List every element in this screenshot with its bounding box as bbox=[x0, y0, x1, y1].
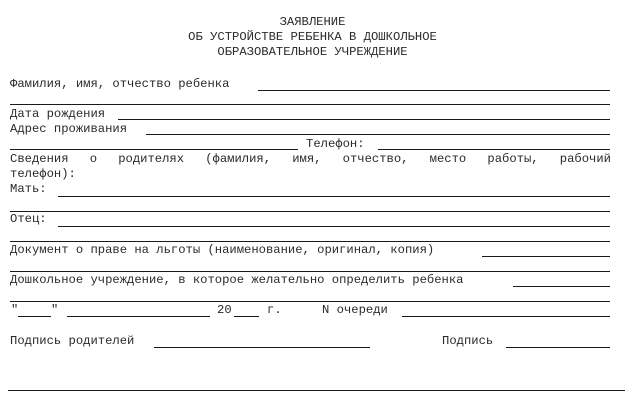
father-label: Отец: bbox=[10, 212, 47, 226]
child-name-label: Фамилия, имя, отчество ребенка bbox=[10, 77, 230, 91]
parents-signature-field[interactable] bbox=[154, 347, 370, 348]
mother-field-continuation[interactable] bbox=[10, 211, 610, 212]
document-title-line2: ОБ УСТРОЙСТВЕ РЕБЕНКА В ДОШКОЛЬНОЕ bbox=[188, 30, 437, 44]
phone-label: Телефон: bbox=[306, 137, 365, 151]
address-field-continuation[interactable] bbox=[10, 149, 298, 150]
parents-signature-label: Подпись родителей bbox=[10, 334, 135, 348]
phone-field[interactable] bbox=[378, 149, 610, 150]
child-name-field-continuation[interactable] bbox=[10, 104, 610, 105]
benefits-doc-field-continuation[interactable] bbox=[10, 271, 610, 272]
preferred-institution-label: Дошкольное учреждение, в которое желательно определить ребенка bbox=[10, 273, 464, 287]
date-year-prefix: 20 bbox=[217, 303, 232, 317]
date-quote-open: " bbox=[11, 303, 19, 317]
date-month-field[interactable] bbox=[67, 316, 210, 317]
child-name-field[interactable] bbox=[258, 90, 610, 91]
parents-info-label-line2: телефон): bbox=[10, 167, 76, 181]
birth-date-field[interactable] bbox=[118, 119, 610, 120]
bottom-divider bbox=[8, 390, 625, 391]
date-year-field[interactable] bbox=[234, 316, 259, 317]
benefits-doc-label: Документ о праве на льготы (наименование, оригинал, копия) bbox=[10, 243, 435, 257]
mother-label: Мать: bbox=[10, 182, 47, 196]
birth-date-label: Дата рождения bbox=[10, 107, 106, 121]
queue-number-field[interactable] bbox=[402, 316, 610, 317]
father-field-continuation[interactable] bbox=[10, 241, 610, 242]
signature-field[interactable] bbox=[506, 347, 610, 348]
benefits-doc-field[interactable] bbox=[482, 256, 610, 257]
father-field[interactable] bbox=[58, 226, 610, 227]
signature-label: Подпись bbox=[442, 334, 494, 348]
address-label: Адрес проживания bbox=[10, 122, 128, 136]
address-field[interactable] bbox=[146, 134, 610, 135]
queue-number-label: N очереди bbox=[322, 303, 388, 317]
date-day-field[interactable] bbox=[18, 316, 51, 317]
date-year-suffix: г. bbox=[267, 303, 282, 317]
mother-field[interactable] bbox=[58, 196, 610, 197]
preferred-institution-field-continuation[interactable] bbox=[10, 301, 610, 302]
parents-info-label: Сведения о родителях (фамилия, имя, отчество, место работы, рабочий bbox=[10, 152, 611, 166]
date-quote-close: " bbox=[51, 303, 59, 317]
document-title-line3: ОБРАЗОВАТЕЛЬНОЕ УЧРЕЖДЕНИЕ bbox=[217, 45, 408, 59]
document-title-line1: ЗАЯВЛЕНИЕ bbox=[279, 15, 346, 29]
preferred-institution-field[interactable] bbox=[513, 286, 610, 287]
